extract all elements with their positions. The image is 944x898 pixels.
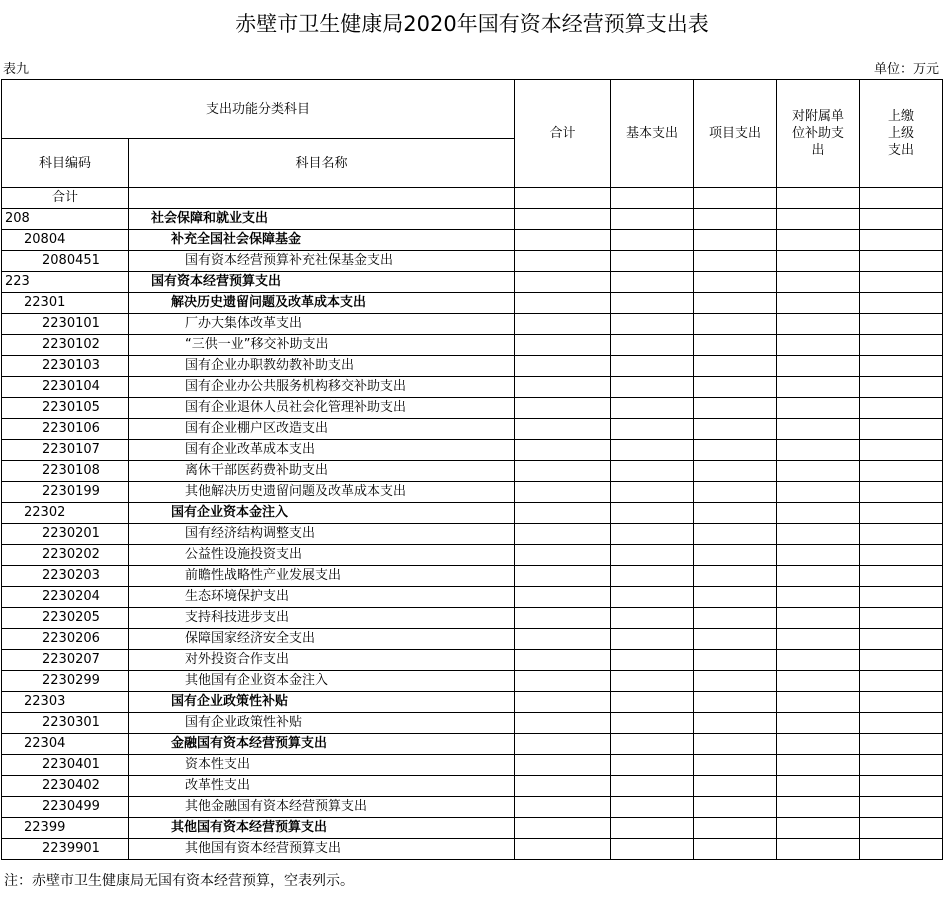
subject-name: 对外投资合作支出 <box>129 650 515 671</box>
basic-cell <box>611 797 694 818</box>
subject-name: 公益性设施投资支出 <box>129 545 515 566</box>
subject-code: 22399 <box>2 818 129 839</box>
subject-code: 2230199 <box>2 482 129 503</box>
subject-code: 2230102 <box>2 335 129 356</box>
subject-code: 2230204 <box>2 587 129 608</box>
subsidy-cell <box>777 839 860 860</box>
table-row <box>2 545 943 566</box>
subject-name: 国有企业退休人员社会化管理补助支出 <box>129 398 515 419</box>
subject-name: 补充全国社会保障基金 <box>129 230 515 251</box>
subsidy-cell <box>777 398 860 419</box>
amount-cell <box>515 818 611 839</box>
basic-cell <box>611 314 694 335</box>
project-cell <box>694 776 777 797</box>
subject-code: 2230205 <box>2 608 129 629</box>
subject-code: 2080451 <box>2 251 129 272</box>
subject-name: 国有企业改革成本支出 <box>129 440 515 461</box>
amount-cell <box>515 377 611 398</box>
project-cell <box>694 209 777 230</box>
turnover-cell <box>860 755 943 776</box>
turnover-cell <box>860 356 943 377</box>
turnover-cell <box>860 776 943 797</box>
subsidy-cell <box>777 230 860 251</box>
subsidy-cell <box>777 608 860 629</box>
amount-cell <box>515 629 611 650</box>
subsidy-cell <box>777 818 860 839</box>
amount-cell <box>515 671 611 692</box>
total-label: 合计 <box>2 188 129 209</box>
subject-name: 其他国有资本经营预算支出 <box>129 839 515 860</box>
table-row <box>2 566 943 587</box>
amount-cell <box>515 587 611 608</box>
subject-name: 资本性支出 <box>129 755 515 776</box>
table-row <box>2 272 943 293</box>
turnover-cell <box>860 503 943 524</box>
basic-cell <box>611 482 694 503</box>
subject-name: 解决历史遗留问题及改革成本支出 <box>129 293 515 314</box>
basic-cell <box>611 818 694 839</box>
basic-cell <box>611 230 694 251</box>
basic-cell <box>611 629 694 650</box>
amount-cell <box>515 230 611 251</box>
subject-code: 2230401 <box>2 755 129 776</box>
project-cell <box>694 587 777 608</box>
table-row <box>2 650 943 671</box>
subsidy-cell <box>777 251 860 272</box>
subject-name: “三供一业”移交补助支出 <box>129 335 515 356</box>
amount-cell <box>515 650 611 671</box>
basic-cell <box>611 251 694 272</box>
amount-cell <box>515 293 611 314</box>
basic-cell <box>611 503 694 524</box>
project-cell <box>694 608 777 629</box>
basic-cell <box>611 461 694 482</box>
subject-code: 2230499 <box>2 797 129 818</box>
subject-code: 2230299 <box>2 671 129 692</box>
project-cell <box>694 545 777 566</box>
subject-code: 2230103 <box>2 356 129 377</box>
subsidy-cell <box>777 377 860 398</box>
subject-code: 2230107 <box>2 440 129 461</box>
subject-name: 生态环境保护支出 <box>129 587 515 608</box>
table-row <box>2 608 943 629</box>
basic-cell <box>611 440 694 461</box>
subsidy-cell <box>777 335 860 356</box>
subject-code: 2230206 <box>2 629 129 650</box>
subject-name: 支持科技进步支出 <box>129 608 515 629</box>
turnover-cell <box>860 419 943 440</box>
subject-code: 2230201 <box>2 524 129 545</box>
turnover-cell <box>860 629 943 650</box>
turnover-cell <box>860 734 943 755</box>
amount-cell <box>515 440 611 461</box>
table-row <box>2 797 943 818</box>
turnover-cell <box>860 650 943 671</box>
turnover-cell <box>860 797 943 818</box>
table-row <box>2 209 943 230</box>
project-cell <box>694 797 777 818</box>
header-total: 合计 <box>515 80 611 188</box>
subject-code: 2230402 <box>2 776 129 797</box>
amount-cell <box>515 839 611 860</box>
basic-cell <box>611 692 694 713</box>
amount-cell <box>515 251 611 272</box>
table-row <box>2 692 943 713</box>
table-row <box>2 734 943 755</box>
subject-name: 国有资本经营预算补充社保基金支出 <box>129 251 515 272</box>
subject-name: 国有企业棚户区改造支出 <box>129 419 515 440</box>
subsidy-cell <box>777 566 860 587</box>
project-cell <box>694 335 777 356</box>
basic-cell <box>611 587 694 608</box>
subsidy-cell <box>777 797 860 818</box>
amount-cell <box>515 356 611 377</box>
unit-label: 单位：万元 <box>873 62 939 77</box>
basic-cell <box>611 566 694 587</box>
amount-cell <box>515 566 611 587</box>
project-cell <box>694 629 777 650</box>
project-cell <box>694 356 777 377</box>
table-row <box>2 419 943 440</box>
project-cell <box>694 566 777 587</box>
table-row <box>2 524 943 545</box>
total-amount-cell <box>515 188 611 209</box>
amount-cell <box>515 482 611 503</box>
amount-cell <box>515 797 611 818</box>
subject-code: 2230106 <box>2 419 129 440</box>
table-row <box>2 755 943 776</box>
turnover-cell <box>860 482 943 503</box>
subject-name: 其他金融国有资本经营预算支出 <box>129 797 515 818</box>
basic-cell <box>611 545 694 566</box>
total-basic-cell <box>611 188 694 209</box>
table-row <box>2 503 943 524</box>
project-cell <box>694 377 777 398</box>
total-subsidy-cell <box>777 188 860 209</box>
project-cell <box>694 713 777 734</box>
turnover-cell <box>860 671 943 692</box>
amount-cell <box>515 503 611 524</box>
subject-name: 国有经济结构调整支出 <box>129 524 515 545</box>
subsidy-cell <box>777 272 860 293</box>
amount-cell <box>515 272 611 293</box>
amount-cell <box>515 713 611 734</box>
turnover-cell <box>860 461 943 482</box>
subsidy-cell <box>777 440 860 461</box>
total-turnover-cell <box>860 188 943 209</box>
table-body <box>2 188 943 860</box>
subsidy-cell <box>777 293 860 314</box>
basic-cell <box>611 356 694 377</box>
basic-cell <box>611 650 694 671</box>
page-title: 赤壁市卫生健康局2020年国有资本经营预算支出表 <box>235 12 709 36</box>
total-row <box>2 188 943 209</box>
subsidy-cell <box>777 755 860 776</box>
total-name-cell <box>129 188 515 209</box>
project-cell <box>694 419 777 440</box>
table-row <box>2 377 943 398</box>
subject-code: 2230105 <box>2 398 129 419</box>
subject-name: 金融国有资本经营预算支出 <box>129 734 515 755</box>
header-project: 项目支出 <box>694 80 777 188</box>
basic-cell <box>611 377 694 398</box>
subject-code: 2230104 <box>2 377 129 398</box>
subject-name: 其他国有企业资本金注入 <box>129 671 515 692</box>
turnover-cell <box>860 818 943 839</box>
project-cell <box>694 440 777 461</box>
table-row <box>2 839 943 860</box>
turnover-cell <box>860 608 943 629</box>
subject-code: 22302 <box>2 503 129 524</box>
subject-code: 2239901 <box>2 839 129 860</box>
subject-name: 国有企业办公共服务机构移交补助支出 <box>129 377 515 398</box>
amount-cell <box>515 524 611 545</box>
subject-name: 改革性支出 <box>129 776 515 797</box>
subsidy-cell <box>777 587 860 608</box>
subject-code: 208 <box>2 209 129 230</box>
table-number: 表九 <box>3 62 30 77</box>
basic-cell <box>611 524 694 545</box>
subsidy-cell <box>777 419 860 440</box>
basic-cell <box>611 755 694 776</box>
project-cell <box>694 293 777 314</box>
subsidy-cell <box>777 461 860 482</box>
project-cell <box>694 524 777 545</box>
subsidy-cell <box>777 734 860 755</box>
subject-code: 22303 <box>2 692 129 713</box>
table-row <box>2 230 943 251</box>
amount-cell <box>515 608 611 629</box>
subsidy-cell <box>777 314 860 335</box>
turnover-cell <box>860 398 943 419</box>
subject-name: 国有资本经营预算支出 <box>129 272 515 293</box>
table-row <box>2 671 943 692</box>
turnover-cell <box>860 335 943 356</box>
subject-code: 22301 <box>2 293 129 314</box>
project-cell <box>694 251 777 272</box>
subject-code: 22304 <box>2 734 129 755</box>
table-row <box>2 818 943 839</box>
subject-name: 国有企业政策性补贴 <box>129 692 515 713</box>
subsidy-cell <box>777 776 860 797</box>
basic-cell <box>611 713 694 734</box>
turnover-cell <box>860 314 943 335</box>
project-cell <box>694 482 777 503</box>
table-row <box>2 776 943 797</box>
subsidy-cell <box>777 545 860 566</box>
amount-cell <box>515 545 611 566</box>
table-row <box>2 293 943 314</box>
basic-cell <box>611 419 694 440</box>
footnote: 注：赤壁市卫生健康局无国有资本经营预算，空表列示。 <box>4 873 354 889</box>
amount-cell <box>515 314 611 335</box>
basic-cell <box>611 776 694 797</box>
subject-code: 223 <box>2 272 129 293</box>
amount-cell <box>515 692 611 713</box>
subsidy-cell <box>777 713 860 734</box>
subject-name: 保障国家经济安全支出 <box>129 629 515 650</box>
basic-cell <box>611 398 694 419</box>
basic-cell <box>611 293 694 314</box>
subject-code: 2230101 <box>2 314 129 335</box>
project-cell <box>694 461 777 482</box>
amount-cell <box>515 755 611 776</box>
amount-cell <box>515 335 611 356</box>
header-subsidy: 对附属单位补助支出 <box>777 80 860 188</box>
subject-name: 其他解决历史遗留问题及改革成本支出 <box>129 482 515 503</box>
subject-code: 2230207 <box>2 650 129 671</box>
table-row <box>2 251 943 272</box>
basic-cell <box>611 272 694 293</box>
project-cell <box>694 692 777 713</box>
turnover-cell <box>860 587 943 608</box>
turnover-cell <box>860 713 943 734</box>
turnover-cell <box>860 272 943 293</box>
project-cell <box>694 398 777 419</box>
subject-code: 2230301 <box>2 713 129 734</box>
amount-cell <box>515 398 611 419</box>
subject-code: 2230108 <box>2 461 129 482</box>
subsidy-cell <box>777 503 860 524</box>
basic-cell <box>611 209 694 230</box>
table-row <box>2 314 943 335</box>
amount-cell <box>515 419 611 440</box>
turnover-cell <box>860 440 943 461</box>
basic-cell <box>611 608 694 629</box>
subsidy-cell <box>777 356 860 377</box>
table-row <box>2 356 943 377</box>
turnover-cell <box>860 545 943 566</box>
basic-cell <box>611 839 694 860</box>
subsidy-cell <box>777 692 860 713</box>
table-row <box>2 440 943 461</box>
subsidy-cell <box>777 209 860 230</box>
turnover-cell <box>860 230 943 251</box>
project-cell <box>694 734 777 755</box>
turnover-cell <box>860 692 943 713</box>
subsidy-cell <box>777 524 860 545</box>
project-cell <box>694 839 777 860</box>
table-row <box>2 461 943 482</box>
subject-name: 国有企业办职教幼教补助支出 <box>129 356 515 377</box>
table-row <box>2 587 943 608</box>
project-cell <box>694 755 777 776</box>
turnover-cell <box>860 524 943 545</box>
header-basic: 基本支出 <box>611 80 694 188</box>
subject-code: 20804 <box>2 230 129 251</box>
subject-name: 厂办大集体改革支出 <box>129 314 515 335</box>
amount-cell <box>515 209 611 230</box>
project-cell <box>694 650 777 671</box>
subsidy-cell <box>777 671 860 692</box>
subsidy-cell <box>777 629 860 650</box>
basic-cell <box>611 671 694 692</box>
subject-name: 前瞻性战略性产业发展支出 <box>129 566 515 587</box>
header-code: 科目编码 <box>2 139 129 188</box>
table-row <box>2 713 943 734</box>
turnover-cell <box>860 839 943 860</box>
project-cell <box>694 503 777 524</box>
basic-cell <box>611 734 694 755</box>
budget-table <box>1 79 943 860</box>
subsidy-cell <box>777 482 860 503</box>
project-cell <box>694 818 777 839</box>
subsidy-cell <box>777 650 860 671</box>
project-cell <box>694 230 777 251</box>
header-turnover: 上缴上级支出 <box>860 80 943 188</box>
turnover-cell <box>860 377 943 398</box>
table-row <box>2 629 943 650</box>
subject-name: 离休干部医药费补助支出 <box>129 461 515 482</box>
turnover-cell <box>860 293 943 314</box>
subject-code: 2230203 <box>2 566 129 587</box>
table-row <box>2 335 943 356</box>
header-function-group: 支出功能分类科目 <box>2 80 515 139</box>
project-cell <box>694 314 777 335</box>
amount-cell <box>515 461 611 482</box>
total-project-cell <box>694 188 777 209</box>
basic-cell <box>611 335 694 356</box>
turnover-cell <box>860 566 943 587</box>
header-name: 科目名称 <box>129 139 515 188</box>
turnover-cell <box>860 209 943 230</box>
table-row <box>2 398 943 419</box>
subject-name: 社会保障和就业支出 <box>129 209 515 230</box>
subject-name: 国有企业政策性补贴 <box>129 713 515 734</box>
turnover-cell <box>860 251 943 272</box>
amount-cell <box>515 734 611 755</box>
project-cell <box>694 671 777 692</box>
project-cell <box>694 272 777 293</box>
amount-cell <box>515 776 611 797</box>
subject-name: 国有企业资本金注入 <box>129 503 515 524</box>
subject-name: 其他国有资本经营预算支出 <box>129 818 515 839</box>
table-row <box>2 482 943 503</box>
subject-code: 2230202 <box>2 545 129 566</box>
